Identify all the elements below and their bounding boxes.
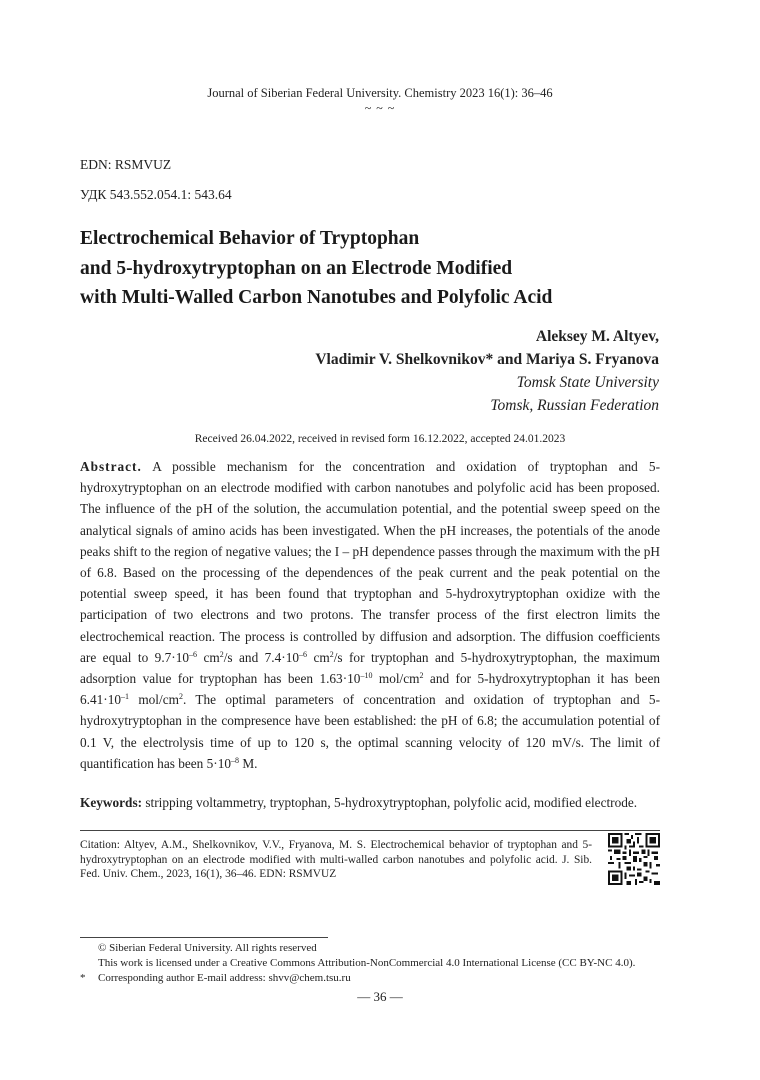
citation-divider: [80, 830, 660, 831]
exponent: 2: [419, 671, 424, 681]
udk-code: УДК 543.552.054.1: 543.64: [80, 187, 232, 202]
abstract-text: . The optimal parameters of concentration and oxidation of tryptophan and 5-hydroxytryptophan in the compresence have been established: the pH of 6.8; the accumulation potential of 0.1 V, the electrolysis time of up to 120 s, the optimal scanning velocity of 120 mV/s. The limit of quantification has been 5·10: [80, 692, 661, 771]
page-number: — 36 —: [357, 989, 403, 1004]
exponent: –6: [189, 649, 198, 659]
abstract-label: Abstract.: [80, 459, 142, 474]
abstract-text: M.: [239, 755, 258, 771]
affiliation-location: Tomsk, Russian Federation: [490, 397, 659, 414]
exponent: –6: [299, 649, 308, 659]
author-block: [315, 325, 659, 417]
exponent: –1: [121, 692, 129, 702]
exponent: 2: [178, 692, 183, 702]
authors-line-1: Aleksey M. Altyev,: [535, 328, 659, 345]
keywords-text: stripping voltammetry, tryptophan, 5-hydroxytryptophan, polyfolic acid, modified electrode.: [142, 795, 638, 810]
abstract-text: mol/cm: [372, 671, 420, 687]
affiliation-university: Tomsk State University: [516, 374, 659, 391]
authors-line-2: Vladimir V. Shelkovnikov* and Mariya S. Fryanova: [315, 351, 659, 368]
abstract-text: cm: [197, 649, 220, 665]
journal-header: Journal of Siberian Federal University. Chemistry 2023 16(1): 36–46: [207, 86, 553, 100]
abstract-text: /s and 7.4·10: [223, 649, 300, 665]
keywords: [80, 793, 660, 813]
footnote-divider: [80, 937, 328, 938]
exponent: 2: [329, 649, 334, 659]
qr-code-icon[interactable]: [608, 831, 660, 887]
received-dates: Received 26.04.2022, received in revised form 16.12.2022, accepted 24.01.2023: [194, 433, 566, 445]
keywords-label: Keywords:: [80, 795, 143, 810]
edn-code: EDN: RSMVUZ: [80, 157, 172, 172]
abstract-text: A possible mechanism for the concentration and oxidation of tryptophan and 5-hydroxytryptophan on an electrode modified with carbon nanotubes and polyfolic acid has been proposed. The influence of the pH of the solution, the accumulation potential, and the potential sweep speed on the analytical signals of amino acids has been investigated. When the pH increases, the potentials of the anode peaks shift to the region of negative values; the I – pH dependence passes through the maximum with the pH of 6.8. Based on the processing of the dependences of the peak current and the peak potential on the potential sweep speed, it has been found that tryptophan and 5-hydroxytryptophan oxidize with the participation of two electrons and two protons. The transfer process of the first electron limits the electrochemical reaction. The process is controlled by diffusion and adsorption. The diffusion coefficients are equal to 9.7·10: [80, 459, 660, 665]
exponent: –10: [360, 671, 373, 681]
abstract-text: cm: [307, 649, 330, 665]
copyright-footnote: © Siberian Federal University. All rights reserved: [98, 942, 317, 954]
abstract-text: and for 5-hydroxytryptophan it has been 6.41·10: [80, 671, 660, 708]
title-line-2: and 5-hydroxytryptophan on an Electrode Modified: [80, 257, 513, 279]
license-footnote: This work is licensed under a Creative Commons Attribution-NonCommercial 4.0 International License (CC BY-NC 4.0).: [98, 957, 636, 969]
title-line-3: with Multi-Walled Carbon Nanotubes and Polyfolic Acid: [80, 287, 553, 308]
exponent: 2: [219, 649, 224, 659]
corresponding-footnote: Corresponding author E-mail address: shvv@chem.tsu.ru: [98, 972, 351, 984]
abstract: [80, 456, 660, 774]
header-ornament: ~ ~ ~: [364, 101, 396, 115]
citation-text: Citation: Altyev, A.M., Shelkovnikov, V.V., Fryanova, M. S. Electrochemical behavior of tryptophan and 5-hydroxytryptophan on an electrode modified with multi-walled carbon nanotubes and polyfolic acid. J. Sib. Fed. Univ. Chem., 2023, 16(1), 36–46. EDN: RSMVUZ: [80, 839, 592, 880]
abstract-text: /s for tryptophan and 5-hydroxytryptophan, the maximum adsorption value for tryptophan has been 1.63·10: [80, 649, 660, 687]
title-line-1: Electrochemical Behavior of Tryptophan: [80, 228, 420, 249]
paper-title: [80, 224, 680, 313]
exponent: –8: [231, 755, 240, 765]
corresponding-mark: *: [80, 972, 86, 984]
abstract-text: mol/cm: [129, 692, 179, 708]
